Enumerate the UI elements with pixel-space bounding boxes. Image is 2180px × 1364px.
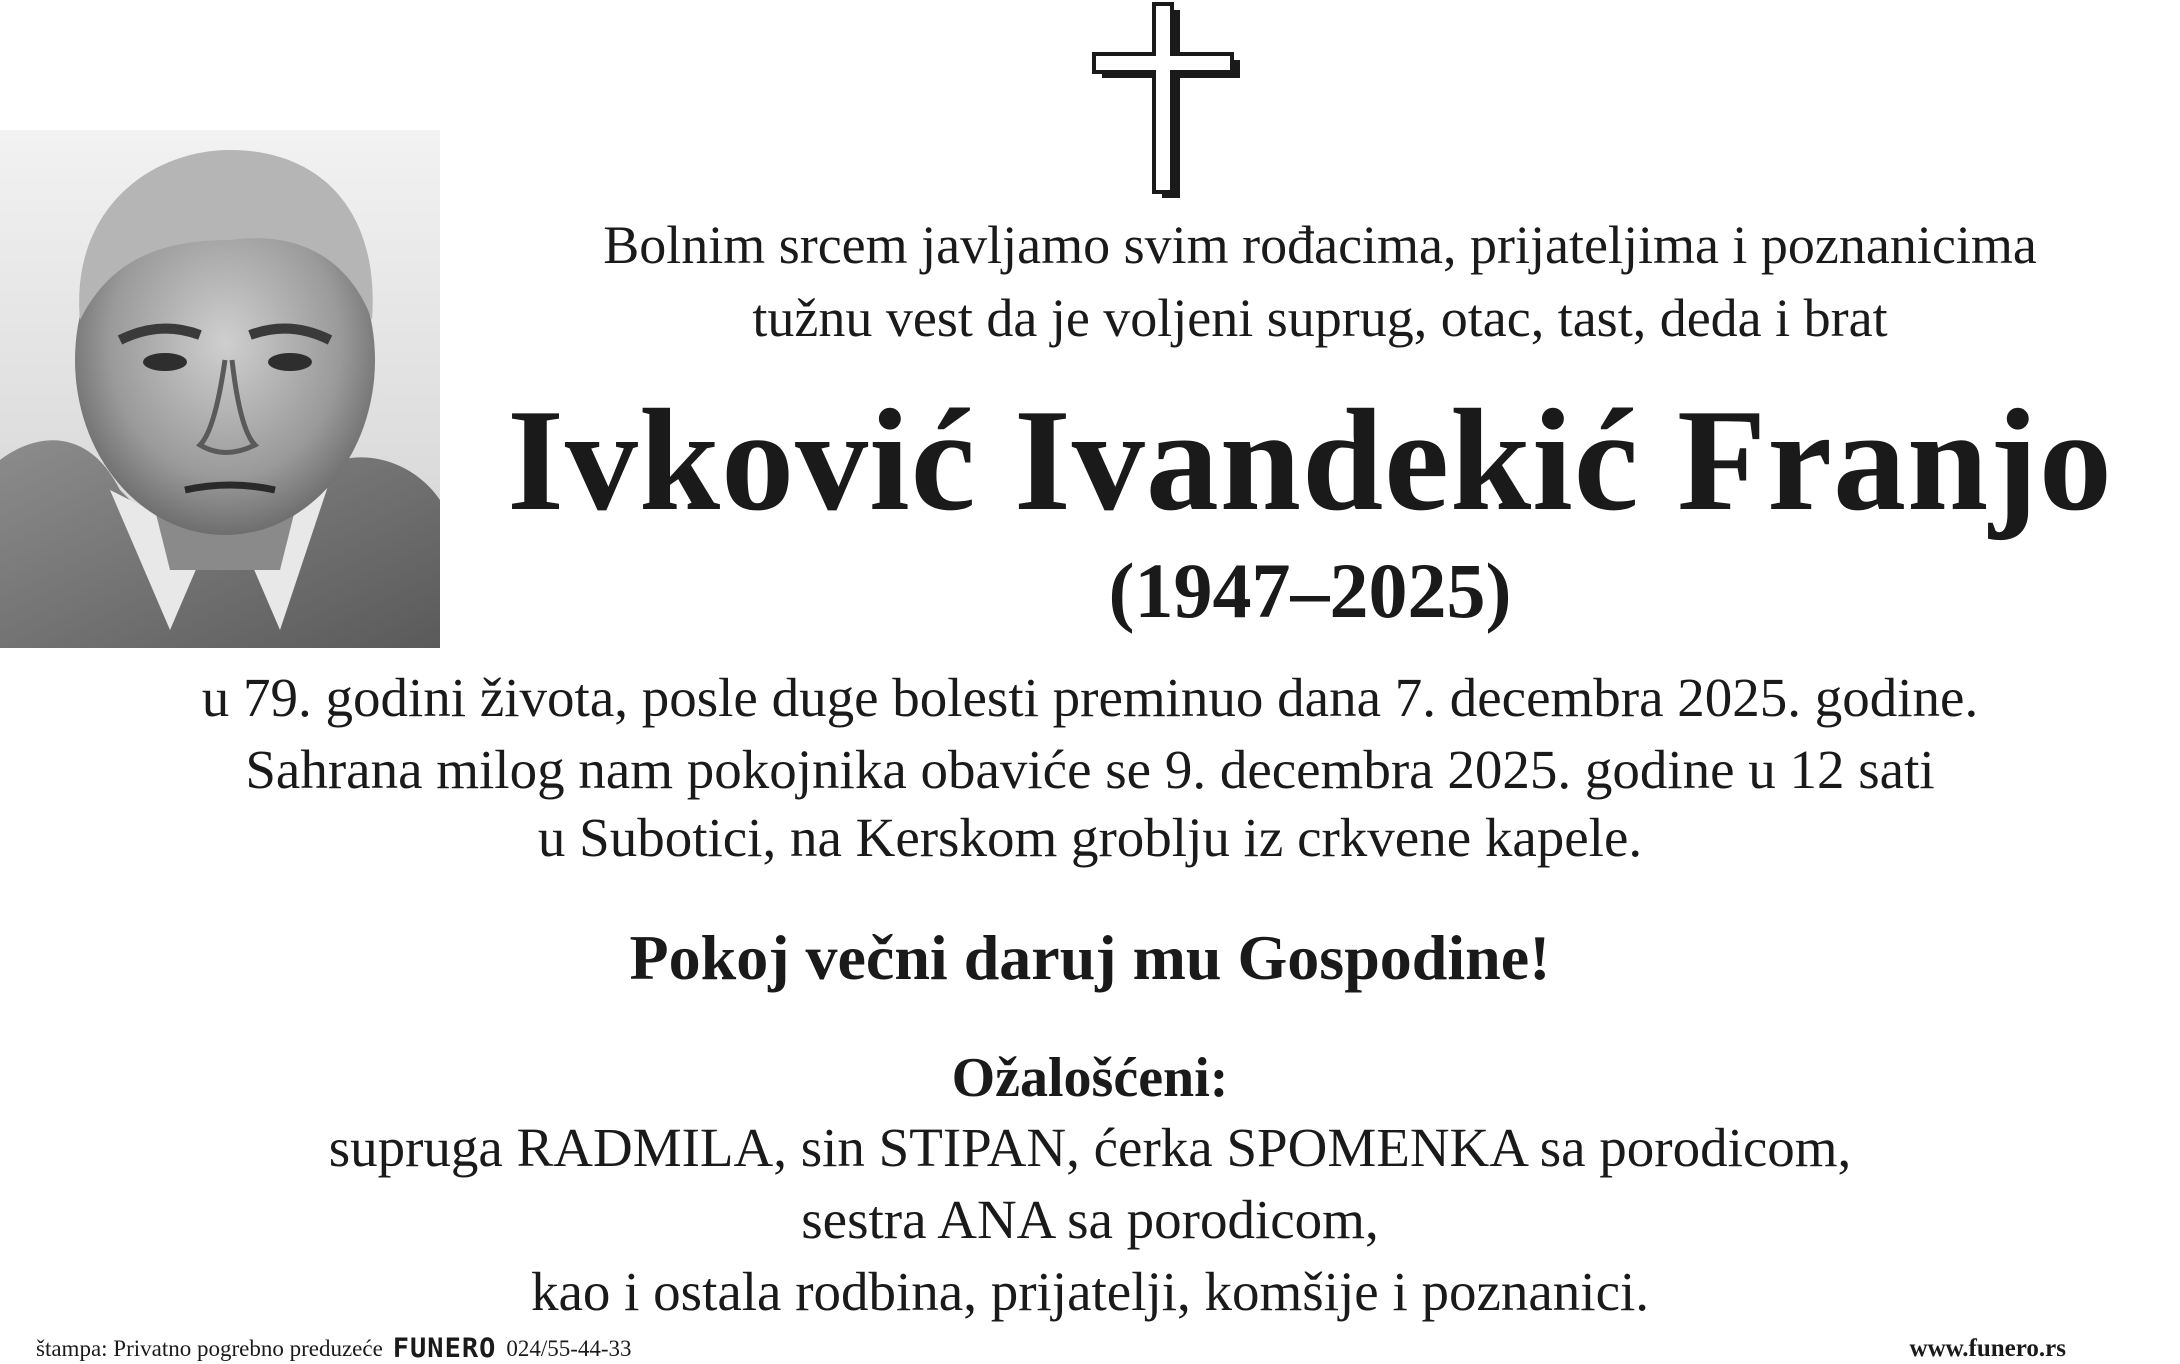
print-credit [36, 1333, 632, 1364]
funero-logo: FUNERO [392, 1333, 497, 1364]
mourners-line-1: supruga RADMILA, sin STIPAN, ćerka SPOMENKA sa porodicom, [328, 1117, 1852, 1178]
prayer: Pokoj večni daruj mu Gospodine! [629, 922, 1551, 993]
deceased-name: Ivković Ivandekić Franjo [507, 379, 2113, 541]
funeral-info-line-2: u Subotici, na Kerskom groblju iz crkvene kapele. [537, 807, 1643, 868]
website-link[interactable]: www.funero.rs [1909, 1335, 2066, 1362]
mourners-heading: Ožalošćeni: [951, 1047, 1229, 1109]
cross-icon [1088, 2, 1246, 198]
mourners-line-3: kao i ostala rodbina, prijatelji, komšije i poznanici. [530, 1261, 1650, 1322]
death-notice-line-1: u 79. godini života, posle duge bolesti preminuo dana 7. decembra 2025. godine. [201, 667, 1979, 728]
life-years: (1947–2025) [1108, 547, 1512, 634]
funeral-info-line-1: Sahrana milog nam pokojnika obaviće se 9. decembra 2025. godine u 12 sati [245, 739, 1935, 800]
print-label: štampa: Privatno pogrebno preduzeće [36, 1336, 383, 1361]
mourners-line-2: sestra ANA sa porodicom, [801, 1189, 1379, 1250]
portrait-photo [0, 130, 440, 648]
intro-line-2: tužnu vest da je voljeni suprug, otac, tast, deda i brat [752, 288, 1888, 348]
phone-number: 024/55-44-33 [506, 1336, 632, 1361]
intro-line-1: Bolnim srcem javljamo svim rođacima, prijateljima i poznanicima [603, 215, 2037, 275]
